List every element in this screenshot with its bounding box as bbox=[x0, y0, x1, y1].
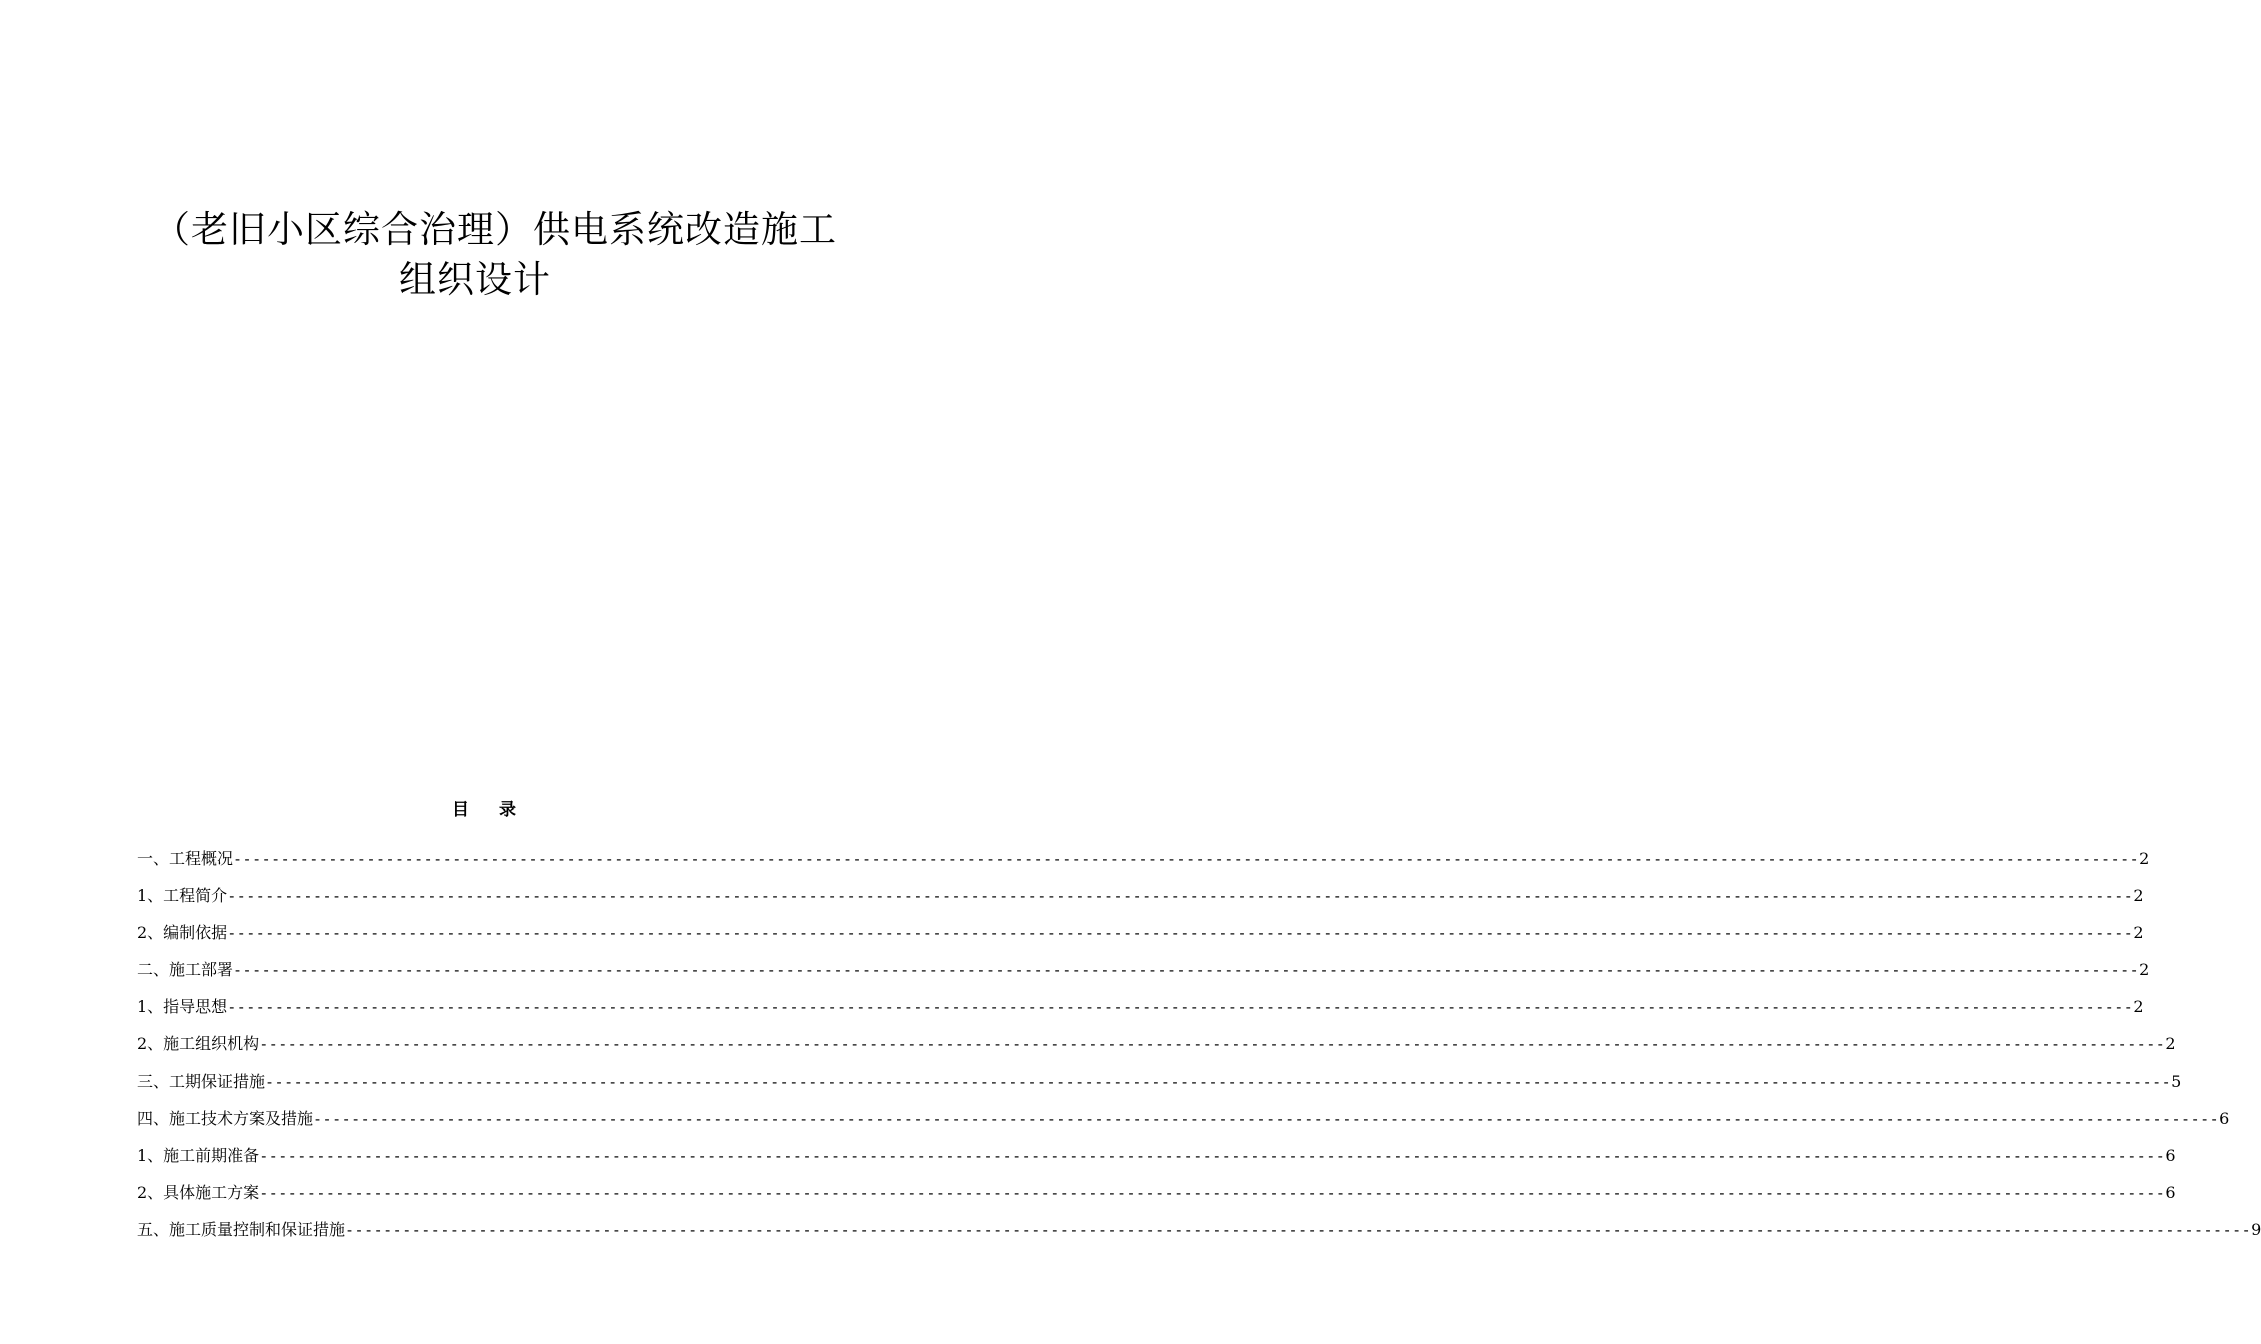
toc-entry[interactable] bbox=[137, 845, 2150, 882]
toc-entry-page: 2 bbox=[2165, 1034, 2176, 1054]
toc-entry[interactable] bbox=[137, 1142, 2176, 1179]
toc-heading: 目录 bbox=[452, 800, 546, 820]
toc-entry[interactable] bbox=[137, 919, 2144, 956]
toc-entry-label: 二、施工部署 bbox=[137, 960, 234, 980]
toc-entry-page: 5 bbox=[2171, 1071, 2182, 1091]
toc-entry[interactable] bbox=[137, 882, 2144, 919]
toc-entry-page: 9 bbox=[2251, 1219, 2261, 1239]
toc-entry[interactable] bbox=[137, 1068, 2182, 1105]
toc-entry-page: 6 bbox=[2219, 1108, 2230, 1128]
toc-entry-label: 1、施工前期准备 bbox=[137, 1145, 260, 1165]
toc-entry[interactable] bbox=[137, 1030, 2176, 1067]
toc-leader-dashes: -------------------------------------------------------------------------------------------------------------------------------------------------------------------------------------------------------- bbox=[259, 1035, 2166, 1054]
document-title-line1: （老旧小区综合治理）供电系统改造施工 bbox=[153, 208, 837, 251]
toc-entry[interactable] bbox=[137, 1179, 2176, 1216]
toc-leader-dashes: -------------------------------------------------------------------------------------------------------------------------------------------------------------------------------------------------------- bbox=[227, 998, 2134, 1017]
toc-entry-label: 1、指导思想 bbox=[137, 997, 228, 1017]
toc-leader-dashes: -------------------------------------------------------------------------------------------------------------------------------------------------------------------------------------------------------- bbox=[227, 887, 2134, 906]
toc-entry-page: 2 bbox=[2133, 886, 2144, 906]
toc-entry[interactable] bbox=[137, 956, 2150, 993]
document-title-line2: 组织设计 bbox=[399, 258, 551, 301]
toc-entry-label: 2、施工组织机构 bbox=[137, 1034, 260, 1054]
toc-entry-page: 6 bbox=[2165, 1145, 2176, 1165]
toc-entry-label: 三、工期保证措施 bbox=[137, 1071, 266, 1091]
toc-entry-page: 2 bbox=[2133, 923, 2144, 943]
toc-entry-page: 2 bbox=[2139, 960, 2150, 980]
toc-entry[interactable] bbox=[137, 1216, 2261, 1253]
toc-entry-page: 2 bbox=[2139, 849, 2150, 868]
toc-entry-label: 1、工程简介 bbox=[137, 886, 228, 906]
toc-leader-dashes: -------------------------------------------------------------------------------------------------------------------------------------------------------------------------------------------------------- bbox=[313, 1109, 2220, 1128]
table-of-contents bbox=[137, 845, 2261, 1253]
toc-leader-dashes: -------------------------------------------------------------------------------------------------------------------------------------------------------------------------------------------------------- bbox=[227, 924, 2134, 943]
toc-leader-dashes: -------------------------------------------------------------------------------------------------------------------------------------------------------------------------------------------------------- bbox=[233, 850, 2140, 868]
document-title bbox=[0, 205, 950, 305]
toc-leader-dashes: -------------------------------------------------------------------------------------------------------------------------------------------------------------------------------------------------------- bbox=[345, 1220, 2252, 1239]
toc-entry[interactable] bbox=[137, 993, 2144, 1030]
toc-entry-label: 2、具体施工方案 bbox=[137, 1182, 260, 1202]
toc-entry-label: 四、施工技术方案及措施 bbox=[137, 1108, 314, 1128]
toc-entry-label: 一、工程概况 bbox=[137, 849, 234, 868]
toc-entry-page: 6 bbox=[2165, 1182, 2176, 1202]
toc-leader-dashes: -------------------------------------------------------------------------------------------------------------------------------------------------------------------------------------------------------- bbox=[233, 961, 2140, 980]
toc-leader-dashes: -------------------------------------------------------------------------------------------------------------------------------------------------------------------------------------------------------- bbox=[259, 1146, 2166, 1165]
toc-leader-dashes: -------------------------------------------------------------------------------------------------------------------------------------------------------------------------------------------------------- bbox=[259, 1183, 2166, 1202]
toc-entry[interactable] bbox=[137, 1105, 2230, 1142]
toc-leader-dashes: -------------------------------------------------------------------------------------------------------------------------------------------------------------------------------------------------------- bbox=[265, 1072, 2172, 1091]
toc-entry-label: 五、施工质量控制和保证措施 bbox=[137, 1219, 346, 1239]
toc-entry-page: 2 bbox=[2133, 997, 2144, 1017]
toc-entry-label: 2、编制依据 bbox=[137, 923, 228, 943]
